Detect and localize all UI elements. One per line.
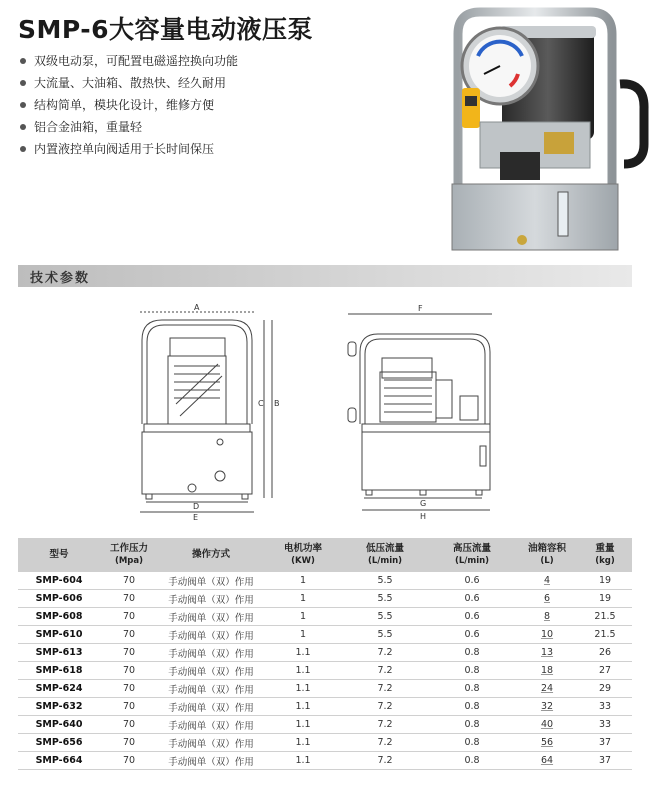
table-cell: 手动阀单（双）作用 — [158, 680, 264, 698]
table-cell: 40 — [516, 716, 578, 734]
table-cell: 1 — [264, 572, 342, 590]
table-cell: 70 — [100, 590, 158, 608]
table-cell: 7.2 — [342, 734, 428, 752]
table-cell: 7.2 — [342, 752, 428, 770]
dim-label-d: D — [193, 502, 200, 511]
table-cell: 4 — [516, 572, 578, 590]
column-header-unit: (L) — [540, 556, 554, 566]
feature-item: 双级电动泵，可配置电磁遥控换向功能 — [20, 50, 238, 72]
table-cell: 70 — [100, 644, 158, 662]
table-cell: 70 — [100, 608, 158, 626]
table-row — [18, 644, 632, 662]
table-cell: SMP-618 — [18, 662, 100, 680]
table-cell: 19 — [578, 572, 632, 590]
dim-label-h: H — [420, 512, 427, 521]
table-cell: SMP-610 — [18, 626, 100, 644]
table-cell: 7.2 — [342, 644, 428, 662]
table-cell: 5.5 — [342, 572, 428, 590]
table-row — [18, 752, 632, 770]
column-header — [18, 538, 100, 572]
table-cell: 21.5 — [578, 626, 632, 644]
table-cell: SMP-656 — [18, 734, 100, 752]
column-header-label: 型号 — [49, 549, 69, 560]
table-cell: 手动阀单（双）作用 — [158, 716, 264, 734]
table-cell: 7.2 — [342, 662, 428, 680]
table-cell: 27 — [578, 662, 632, 680]
column-header-label: 高压流量 — [452, 543, 491, 554]
table-cell: 1 — [264, 608, 342, 626]
table-cell: SMP-606 — [18, 590, 100, 608]
table-cell: 13 — [516, 644, 578, 662]
table-cell: 5.5 — [342, 626, 428, 644]
column-header-unit: (KW) — [291, 556, 315, 566]
spec-table — [18, 538, 632, 770]
table-row — [18, 716, 632, 734]
table-cell: 29 — [578, 680, 632, 698]
table-cell: 21.5 — [578, 608, 632, 626]
table-cell: SMP-664 — [18, 752, 100, 770]
table-cell: SMP-604 — [18, 572, 100, 590]
table-cell: SMP-632 — [18, 698, 100, 716]
table-header-row — [18, 538, 632, 572]
section-title: 技术参数 — [30, 271, 91, 286]
column-header-unit: (kg) — [595, 556, 615, 566]
column-header — [428, 538, 516, 572]
table-row — [18, 608, 632, 626]
table-cell: 70 — [100, 626, 158, 644]
table-cell: 1.1 — [264, 698, 342, 716]
dim-label-f: F — [418, 304, 423, 313]
table-cell: 8 — [516, 608, 578, 626]
table-cell: 70 — [100, 734, 158, 752]
dim-label-e: E — [193, 513, 199, 522]
table-cell: 70 — [100, 716, 158, 734]
table-cell: SMP-613 — [18, 644, 100, 662]
table-cell: 手动阀单（双）作用 — [158, 644, 264, 662]
dim-label-c: C — [258, 399, 264, 408]
table-cell: 0.8 — [428, 644, 516, 662]
table-row — [18, 572, 632, 590]
table-cell: 70 — [100, 662, 158, 680]
table-cell: 1.1 — [264, 716, 342, 734]
table-cell: 0.6 — [428, 608, 516, 626]
table-cell: 6 — [516, 590, 578, 608]
table-row — [18, 590, 632, 608]
table-cell: 0.6 — [428, 626, 516, 644]
table-cell: 70 — [100, 752, 158, 770]
table-cell: 70 — [100, 680, 158, 698]
dim-label-a: A — [194, 303, 200, 312]
front-view-drawing — [120, 300, 310, 522]
table-cell: 1 — [264, 626, 342, 644]
product-photo — [440, 4, 652, 256]
table-cell: 手动阀单（双）作用 — [158, 626, 264, 644]
column-header — [264, 538, 342, 572]
table-cell: 37 — [578, 734, 632, 752]
dim-label-b: B — [274, 399, 280, 408]
table-cell: 5.5 — [342, 590, 428, 608]
feature-item: 铝合金油箱，重量轻 — [20, 116, 238, 138]
page-title: SMP-6大容量电动液压泵 — [18, 15, 314, 44]
table-cell: 0.6 — [428, 572, 516, 590]
column-header — [158, 538, 264, 572]
table-cell: 33 — [578, 716, 632, 734]
table-cell: 70 — [100, 698, 158, 716]
table-cell: 26 — [578, 644, 632, 662]
table-cell: 1.1 — [264, 734, 342, 752]
table-cell: 1 — [264, 590, 342, 608]
table-cell: 7.2 — [342, 698, 428, 716]
table-cell: 19 — [578, 590, 632, 608]
column-header-unit: (Mpa) — [114, 556, 144, 566]
table-cell: 64 — [516, 752, 578, 770]
column-header-label: 重量 — [595, 543, 615, 554]
table-cell: 手动阀单（双）作用 — [158, 698, 264, 716]
table-cell: 32 — [516, 698, 578, 716]
table-cell: 手动阀单（双）作用 — [158, 590, 264, 608]
table-cell: 1.1 — [264, 662, 342, 680]
column-header — [578, 538, 632, 572]
table-cell: 1.1 — [264, 680, 342, 698]
table-cell: SMP-608 — [18, 608, 100, 626]
table-cell: 37 — [578, 752, 632, 770]
table-cell: 1.1 — [264, 752, 342, 770]
table-cell: SMP-640 — [18, 716, 100, 734]
column-header — [516, 538, 578, 572]
table-row — [18, 626, 632, 644]
table-cell: 0.8 — [428, 680, 516, 698]
feature-item: 内置液控单向阀适用于长时间保压 — [20, 138, 238, 160]
table-row — [18, 698, 632, 716]
table-cell: 0.8 — [428, 698, 516, 716]
table-cell: 56 — [516, 734, 578, 752]
column-header-label: 低压流量 — [365, 543, 404, 554]
feature-list — [20, 50, 238, 160]
table-cell: 0.6 — [428, 590, 516, 608]
table-cell: 1.1 — [264, 644, 342, 662]
table-cell: 70 — [100, 572, 158, 590]
table-cell: 手动阀单（双）作用 — [158, 734, 264, 752]
table-cell: 0.8 — [428, 752, 516, 770]
table-cell: 7.2 — [342, 716, 428, 734]
table-cell: 手动阀单（双）作用 — [158, 572, 264, 590]
section-header — [18, 265, 632, 287]
table-cell: 24 — [516, 680, 578, 698]
table-cell: 10 — [516, 626, 578, 644]
table-cell: 7.2 — [342, 680, 428, 698]
table-row — [18, 734, 632, 752]
table-cell: 手动阀单（双）作用 — [158, 608, 264, 626]
column-header-label: 工作压力 — [109, 543, 148, 554]
column-header — [100, 538, 158, 572]
table-cell: 0.8 — [428, 716, 516, 734]
column-header-label: 电机功率 — [283, 543, 322, 554]
table-cell: 5.5 — [342, 608, 428, 626]
column-header-label: 油箱容积 — [527, 543, 566, 554]
table-row — [18, 680, 632, 698]
column-header-label: 操作方式 — [191, 549, 230, 560]
side-view-drawing — [340, 300, 520, 522]
table-cell: SMP-624 — [18, 680, 100, 698]
table-cell: 手动阀单（双）作用 — [158, 662, 264, 680]
feature-item: 大流量、大油箱、散热快、经久耐用 — [20, 72, 238, 94]
column-header — [342, 538, 428, 572]
table-cell: 18 — [516, 662, 578, 680]
column-header-unit: (L/min) — [454, 556, 490, 566]
feature-item: 结构简单，模块化设计，维修方便 — [20, 94, 238, 116]
table-cell: 0.8 — [428, 734, 516, 752]
table-cell: 手动阀单（双）作用 — [158, 752, 264, 770]
column-header-unit: (L/min) — [367, 556, 403, 566]
table-cell: 0.8 — [428, 662, 516, 680]
table-row — [18, 662, 632, 680]
table-cell: 33 — [578, 698, 632, 716]
dim-label-g: G — [420, 499, 427, 508]
